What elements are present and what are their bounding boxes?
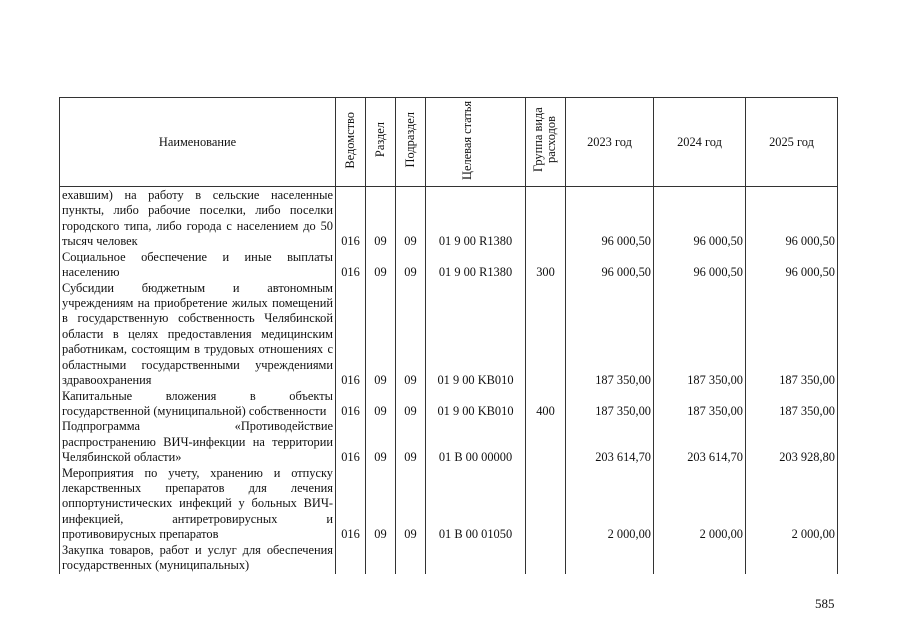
row-gruppa bbox=[526, 466, 566, 543]
row-razdel: 09 bbox=[366, 419, 396, 465]
header-razdel: Раздел bbox=[373, 122, 387, 158]
table-row bbox=[60, 187, 838, 250]
row-celevaya: 01 9 00 KB010 bbox=[426, 388, 526, 419]
row-name: Социальное обеспечение и иные выплаты населению bbox=[60, 249, 336, 280]
row-2025: 96 000,50 bbox=[746, 249, 838, 280]
row-vedomstvo: 016 bbox=[336, 249, 366, 280]
header-vedomstvo: Ведомство bbox=[343, 111, 357, 169]
row-gruppa bbox=[526, 187, 566, 250]
header-2023: 2023 год bbox=[566, 98, 654, 187]
row-2025: 2 000,00 bbox=[746, 466, 838, 543]
row-2023 bbox=[566, 543, 654, 574]
row-podrazdel: 09 bbox=[396, 388, 426, 419]
row-celevaya bbox=[426, 543, 526, 574]
row-gruppa bbox=[526, 543, 566, 574]
row-vedomstvo: 016 bbox=[336, 419, 366, 465]
row-name: ехавшим) на работу в сельские населенные пункты, либо рабочие поселки, либо поселки городского типа, либо города с населением до 50 тысяч человек bbox=[60, 187, 336, 250]
table-row bbox=[60, 466, 838, 543]
row-2023: 96 000,50 bbox=[566, 187, 654, 250]
row-podrazdel: 09 bbox=[396, 280, 426, 388]
header-2025: 2025 год bbox=[746, 98, 838, 187]
header-2024: 2024 год bbox=[654, 98, 746, 187]
row-razdel: 09 bbox=[366, 388, 396, 419]
row-2023: 203 614,70 bbox=[566, 419, 654, 465]
row-celevaya: 01 В 00 01050 bbox=[426, 466, 526, 543]
row-2024: 2 000,00 bbox=[654, 466, 746, 543]
header-podrazdel: Подраздел bbox=[403, 112, 417, 168]
row-2025 bbox=[746, 543, 838, 574]
row-podrazdel bbox=[396, 543, 426, 574]
row-2025: 96 000,50 bbox=[746, 187, 838, 250]
row-2023: 2 000,00 bbox=[566, 466, 654, 543]
row-razdel: 09 bbox=[366, 466, 396, 543]
header-gruppa: Группа вида расходов bbox=[530, 107, 558, 173]
row-2024 bbox=[654, 543, 746, 574]
row-2024: 187 350,00 bbox=[654, 388, 746, 419]
row-name: Мероприятия по учету, хранению и отпуску лекарственных препаратов для лечения оппортунистических инфекций у больных ВИЧ-инфекцией, антиретровирусных и противовирусных препаратов bbox=[60, 466, 336, 543]
row-2025: 187 350,00 bbox=[746, 388, 838, 419]
row-gruppa bbox=[526, 280, 566, 388]
row-2023: 187 350,00 bbox=[566, 280, 654, 388]
row-razdel bbox=[366, 543, 396, 574]
budget-table bbox=[59, 97, 838, 574]
row-vedomstvo bbox=[336, 543, 366, 574]
row-name: Закупка товаров, работ и услуг для обеспечения государственных (муниципальных) bbox=[60, 543, 336, 574]
row-gruppa bbox=[526, 419, 566, 465]
row-celevaya: 01 9 00 R1380 bbox=[426, 187, 526, 250]
row-2023: 96 000,50 bbox=[566, 249, 654, 280]
row-name: Субсидии бюджетным и автономным учреждениям на приобретение жилых помещений в государственную собственность Челябинской области в целях предоставления медицинским работникам, состоящим в трудовых отношениях с областными государственными учреждениями здравоохранения bbox=[60, 280, 336, 388]
table-row bbox=[60, 249, 838, 280]
row-gruppa: 300 bbox=[526, 249, 566, 280]
row-podrazdel: 09 bbox=[396, 419, 426, 465]
page-number: 585 bbox=[815, 596, 835, 611]
row-gruppa: 400 bbox=[526, 388, 566, 419]
row-celevaya: 01 9 00 R1380 bbox=[426, 249, 526, 280]
header-name: Наименование bbox=[60, 98, 336, 187]
row-name: Подпрограмма «Противодействие распространению ВИЧ-инфекции на территории Челябинской области» bbox=[60, 419, 336, 465]
row-2023: 187 350,00 bbox=[566, 388, 654, 419]
header-celevaya: Целевая статья bbox=[459, 100, 474, 180]
row-2025: 187 350,00 bbox=[746, 280, 838, 388]
row-celevaya: 01 В 00 00000 bbox=[426, 419, 526, 465]
row-vedomstvo: 016 bbox=[336, 280, 366, 388]
table-row bbox=[60, 419, 838, 465]
row-podrazdel: 09 bbox=[396, 187, 426, 250]
row-podrazdel: 09 bbox=[396, 249, 426, 280]
row-2024: 96 000,50 bbox=[654, 187, 746, 250]
row-name: Капитальные вложения в объекты государственной (муниципальной) собственности bbox=[60, 388, 336, 419]
row-razdel: 09 bbox=[366, 280, 396, 388]
row-2024: 203 614,70 bbox=[654, 419, 746, 465]
table-row bbox=[60, 543, 838, 574]
row-razdel: 09 bbox=[366, 187, 396, 250]
table-header-row bbox=[60, 98, 838, 187]
row-vedomstvo: 016 bbox=[336, 187, 366, 250]
row-2024: 187 350,00 bbox=[654, 280, 746, 388]
row-vedomstvo: 016 bbox=[336, 466, 366, 543]
row-2025: 203 928,80 bbox=[746, 419, 838, 465]
table-row bbox=[60, 388, 838, 419]
row-2024: 96 000,50 bbox=[654, 249, 746, 280]
table-row bbox=[60, 280, 838, 388]
row-vedomstvo: 016 bbox=[336, 388, 366, 419]
row-razdel: 09 bbox=[366, 249, 396, 280]
row-podrazdel: 09 bbox=[396, 466, 426, 543]
row-celevaya: 01 9 00 KB010 bbox=[426, 280, 526, 388]
